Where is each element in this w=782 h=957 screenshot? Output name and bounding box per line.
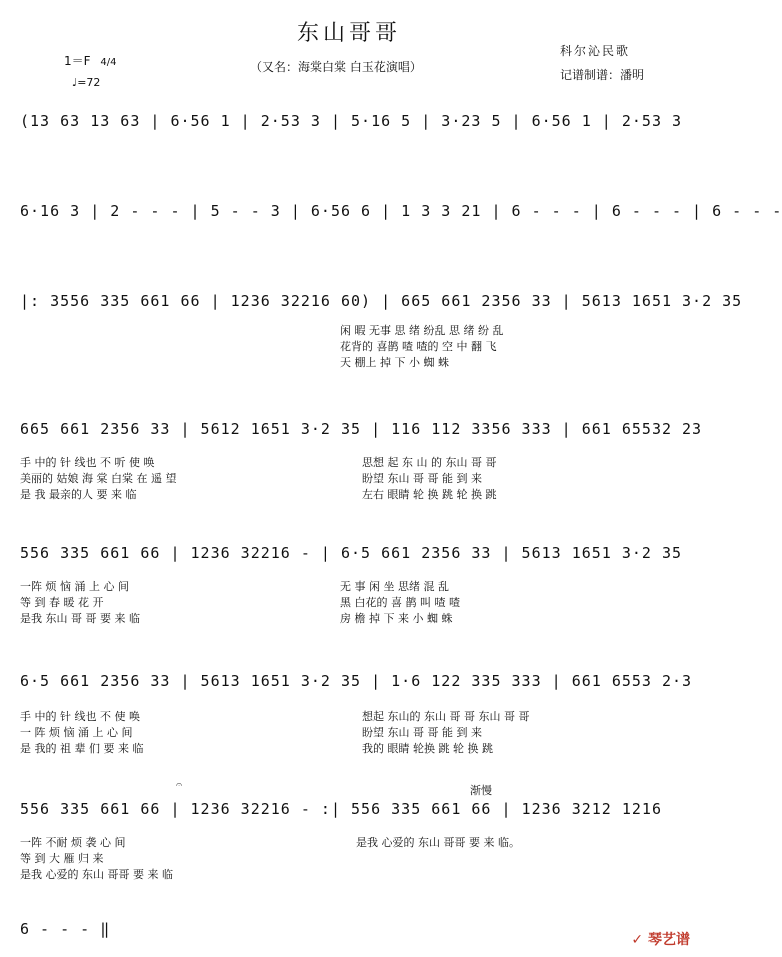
lyric-line: 手 中的 针 线也 不 使 唤 xyxy=(20,710,140,723)
lyric-line: 是 我的 祖 辈 们 要 来 临 xyxy=(20,742,144,755)
lyric-line: 闲 暇 无事 思 绪 纷乱 思 绪 纷 乱 xyxy=(340,324,504,337)
lyric-line: 盼望 东山 哥 哥 能 到 来 xyxy=(362,472,482,485)
staff-system-7 xyxy=(0,800,698,830)
lyric-line: 等 到 大 雁 归 来 xyxy=(20,852,104,865)
lyric-line: 美丽的 姑娘 海 棠 白棠 在 遥 望 xyxy=(20,472,177,485)
lyric-line: 花背的 喜鹊 喳 喳的 空 中 翻 飞 xyxy=(340,340,497,353)
lyric-line: 我的 眼睛 轮换 跳 轮 换 跳 xyxy=(362,742,493,755)
lyric-line: 手 中的 针 线也 不 听 使 唤 xyxy=(20,456,155,469)
staff-system-5 xyxy=(0,544,698,574)
notes-line: 6·5 661 2356 33 | 5613 1651 3·2 35 | 1·6 122 335 333 | 661 6553 2·3 xyxy=(20,672,693,690)
lyric-line: 盼望 东山 哥 哥 能 到 来 xyxy=(362,726,482,739)
lyric-line: 是 我 最亲的人 要 来 临 xyxy=(20,488,137,501)
notes-line: 556 335 661 66 | 1236 32216 - | 6·5 661 2356 33 | 5613 1651 3·2 35 xyxy=(20,544,683,562)
staff-system-3 xyxy=(0,292,743,322)
fermata-mark: 𝄐 xyxy=(176,778,183,791)
lyric-line: 是我 东山 哥 哥 要 来 临 xyxy=(20,612,140,625)
lyric-line: 黑 白花的 喜 鹊 叫 喳 喳 xyxy=(340,596,460,609)
tempo-change-mark: 渐慢 xyxy=(470,784,492,797)
staff-system-6 xyxy=(0,672,698,702)
lyric-line: 左右 眼睛 轮 换 跳 轮 换 跳 xyxy=(362,488,497,501)
lyric-block xyxy=(20,454,176,502)
lyric-line: 一 阵 烦 恼 涌 上 心 间 xyxy=(20,726,133,739)
lyric-block xyxy=(362,454,496,502)
notes-line: 6·16 3 | 2 - - - | 5 - - 3 | 6·56 6 | 1 3 3 21 | 6 - - - | 6 - - - | 6 - - - xyxy=(20,202,782,220)
notes-line: 665 661 2356 33 | 5612 1651 3·2 35 | 116 112 3356 333 | 661 65532 23 xyxy=(20,420,703,438)
key-signature xyxy=(64,52,116,69)
lyric-line: 思想 起 东 山 的 东山 哥 哥 xyxy=(362,456,497,469)
lyric-line: 房 檐 掉 下 来 小 蜘 蛛 xyxy=(340,612,453,625)
staff-system-8 xyxy=(0,920,698,950)
notes-line: 556 335 661 66 | 1236 32216 - :| 556 335 661 66 | 1236 3212 1216 xyxy=(20,800,662,818)
lyric-line: 天 棚上 掉 下 小 蜘 蛛 xyxy=(340,356,449,369)
brand-name: 琴艺谱 xyxy=(648,932,690,948)
brand-logo xyxy=(631,929,690,949)
staff-system-2 xyxy=(0,202,782,232)
lyric-block xyxy=(362,708,529,756)
lyric-line: 是我 心爱的 东山 哥哥 要 来 临 xyxy=(20,868,173,881)
key-label: 1＝F xyxy=(64,54,91,68)
lyric-line: 一阵 不耐 烦 袭 心 间 xyxy=(20,836,126,849)
tempo-marking: ♩=72 xyxy=(72,76,101,89)
lyric-block xyxy=(20,834,173,882)
staff-system-1 xyxy=(0,112,698,142)
lyric-line: 无 事 闲 坐 思绪 混 乱 xyxy=(340,580,449,593)
lyric-block xyxy=(20,708,143,756)
logo-icon: ✓ xyxy=(631,932,644,948)
subtitle: （又名：海棠白棠 白玉花演唱） xyxy=(250,60,422,74)
lyric-line: 一阵 烦 恼 涌 上 心 间 xyxy=(20,580,129,593)
page-title: 东山哥哥 xyxy=(296,21,401,46)
lyric-block xyxy=(20,578,140,626)
lyric-block xyxy=(340,322,503,370)
composer-credit: 科尔沁民歌 xyxy=(560,44,631,58)
lyric-line: 想起 东山的 东山 哥 哥 东山 哥 哥 xyxy=(362,710,530,723)
transcriber-credit: 记谱制谱：潘明 xyxy=(560,68,645,82)
time-signature: 4/4 xyxy=(100,57,117,68)
staff-system-4 xyxy=(0,420,703,450)
lyric-block xyxy=(356,834,520,850)
lyric-line: 等 到 春 暖 花 开 xyxy=(20,596,104,609)
lyric-line: 是我 心爱的 东山 哥哥 要 来 临。 xyxy=(356,836,520,849)
notes-line: (13 63 13 63 | 6·56 1 | 2·53 3 | 5·16 5 | 3·23 5 | 6·56 1 | 2·53 3 xyxy=(20,112,683,130)
lyric-block xyxy=(340,578,460,626)
notes-line: |: 3556 335 661 66 | 1236 32216 60) | 665 661 2356 33 | 5613 1651 3·2 35 xyxy=(20,292,743,310)
notes-line: 6 - - - ‖ xyxy=(20,920,111,938)
